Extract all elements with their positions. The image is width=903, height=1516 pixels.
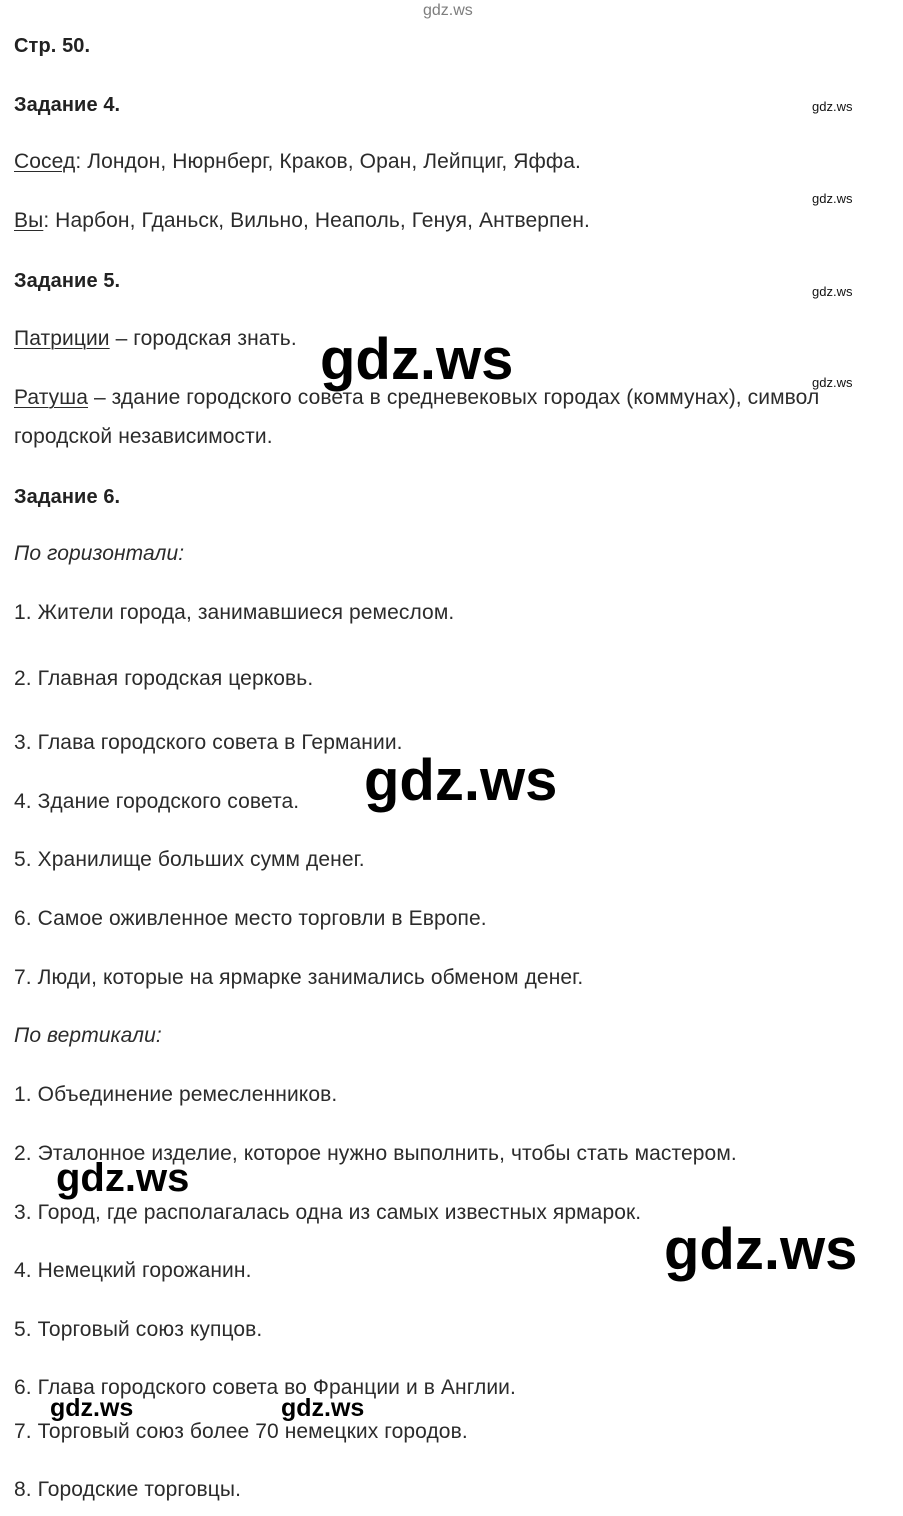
task6-heading: Задание 6. [14, 486, 121, 508]
horizontal-item: 5. Хранилище больших сумм денег. [14, 848, 365, 871]
task4-neighbor-line [14, 149, 581, 175]
vertical-item: 8. Городские торговцы. [14, 1478, 242, 1501]
watermark-top: gdz.ws [423, 2, 473, 19]
vertical-item: 4. Немецкий горожанин. [14, 1259, 252, 1282]
term-town-hall: Ратуша [14, 386, 89, 409]
horizontal-label: По горизонтали: [14, 542, 185, 565]
task4-you-line [14, 208, 590, 234]
watermark-large: gdz.ws [320, 327, 514, 392]
page-header: Стр. 50. [14, 35, 91, 57]
horizontal-item: 2. Главная городская церковь. [14, 667, 314, 690]
term-patricians: Патриции [14, 327, 110, 350]
watermark-small: gdz.ws [812, 375, 853, 390]
task4-heading: Задание 4. [14, 94, 121, 116]
vertical-label: По вертикали: [14, 1024, 162, 1047]
you-label: Вы [14, 209, 44, 232]
vertical-item: 1. Объединение ремесленников. [14, 1083, 338, 1106]
def-town-hall-1: – здание городского совета в средневековых городах (коммунах), символ [88, 386, 820, 409]
horizontal-item: 1. Жители города, занимавшиеся ремеслом. [14, 601, 455, 624]
horizontal-item: 7. Люди, которые на ярмарке занимались обменом денег. [14, 966, 584, 989]
neighbor-cities: : Лондон, Нюрнберг, Краков, Оран, Лейпциг, Яффа. [75, 150, 581, 173]
vertical-item: 6. Глава городского совета во Франции и в Англии. [14, 1376, 516, 1399]
horizontal-item: 4. Здание городского совета. [14, 790, 300, 813]
def-patricians: – городская знать. [109, 327, 297, 350]
watermark-large: gdz.ws [664, 1217, 858, 1282]
you-cities: : Нарбон, Гданьск, Вильно, Неаполь, Генуя, Антверпен. [43, 209, 590, 232]
watermark-medium: gdz.ws [56, 1156, 190, 1200]
horizontal-item: 3. Глава городского совета в Германии. [14, 731, 403, 754]
vertical-item: 7. Торговый союз более 70 немецких городов. [14, 1420, 468, 1443]
watermark-small: gdz.ws [812, 284, 853, 299]
vertical-item: 5. Торговый союз купцов. [14, 1318, 263, 1341]
neighbor-label: Сосед [14, 150, 76, 173]
watermark-small: gdz.ws [812, 99, 853, 114]
vertical-item: 3. Город, где располагалась одна из самых известных ярмарок. [14, 1201, 642, 1224]
watermark-large: gdz.ws [364, 748, 558, 813]
task5-heading: Задание 5. [14, 270, 121, 292]
def-town-hall-2: городской независимости. [14, 425, 273, 448]
watermark-medium: gdz.ws [281, 1394, 365, 1422]
watermark-small: gdz.ws [812, 191, 853, 206]
horizontal-item: 6. Самое оживленное место торговли в Европе. [14, 907, 487, 930]
task5-term1-line [14, 326, 297, 352]
vertical-item: 2. Эталонное изделие, которое нужно выполнить, чтобы стать мастером. [14, 1142, 737, 1165]
watermark-medium: gdz.ws [50, 1394, 134, 1422]
